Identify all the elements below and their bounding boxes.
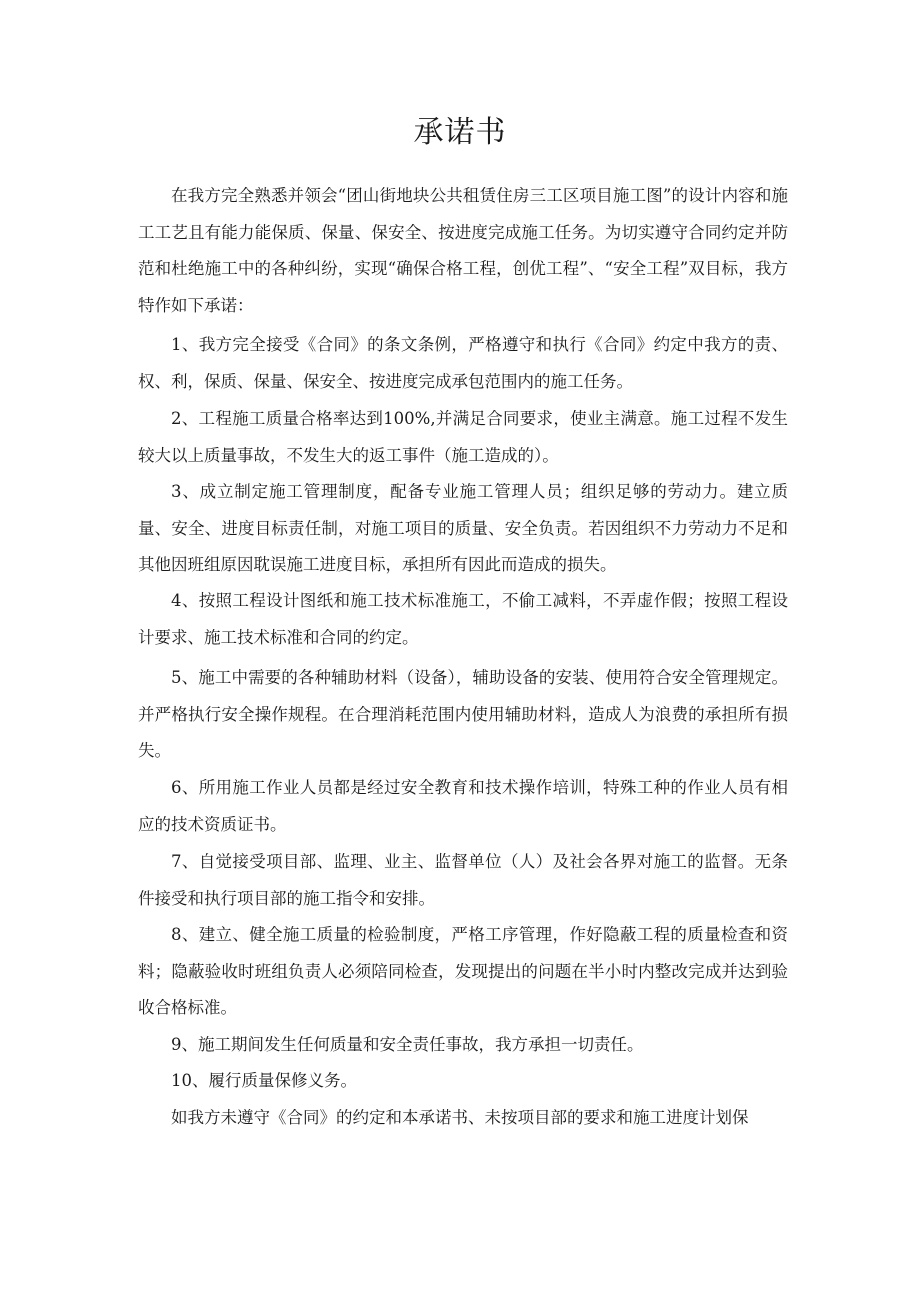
commitment-item-7: 7、自觉接受项目部、监理、业主、监督单位（人）及社会各界对施工的监督。无条件接受和执行项目部的施工指令和安排。 bbox=[138, 852, 788, 908]
commitment-item-6: 6、所用施工作业人员都是经过安全教育和技术操作培训，特殊工种的作业人员有相应的技术资质证书。 bbox=[138, 778, 788, 834]
commitment-item-9: 9、施工期间发生任何质量和安全责任事故，我方承担一切责任。 bbox=[171, 1035, 644, 1054]
commitment-item-5: 5、施工中需要的各种辅助材料（设备），辅助设备的安装、使用符合安全管理规定。并严格执行安全操作规程。在合理消耗范围内使用辅助材料，造成人为浪费的承担所有损失。 bbox=[138, 668, 788, 760]
closing-paragraph: 如我方未遵守《合同》的约定和本承诺书、未按项目部的要求和施工进度计划保 bbox=[171, 1108, 749, 1127]
document-title: 承诺书 bbox=[413, 115, 507, 150]
commitment-item-10: 10、履行质量保修义务。 bbox=[171, 1071, 357, 1090]
intro-paragraph: 在我方完全熟悉并领会“团山街地块公共租赁住房三工区项目施工图”的设计内容和施工工艺且有能力能保质、保量、保安全、按进度完成施工任务。为切实遵守合同约定并防范和杜绝施工中的各种纠纷，实现“确保合格工程，创优工程”、“安全工程”双目标，我方特作如下承诺： bbox=[138, 186, 788, 315]
commitment-item-1: 1、我方完全接受《合同》的条文条例，严格遵守和执行《合同》约定中我方的责、权、利，保质、保量、保安全、按进度完成承包范围内的施工任务。 bbox=[138, 335, 788, 391]
commitment-item-8: 8、建立、健全施工质量的检验制度，严格工序管理，作好隐蔽工程的质量检查和资料；隐蔽验收时班组负责人必须陪同检查，发现提出的问题在半小时内整改完成并达到验收合格标准。 bbox=[138, 925, 788, 1017]
commitment-item-4: 4、按照工程设计图纸和施工技术标准施工，不偷工减料，不弄虚作假；按照工程设计要求、施工技术标准和合同的约定。 bbox=[138, 591, 788, 647]
commitment-item-2: 2、工程施工质量合格率达到100%,并满足合同要求，使业主满意。施工过程不发生较大以上质量事故，不发生大的返工事件（施工造成的）。 bbox=[138, 409, 788, 465]
commitment-item-3: 3、成立制定施工管理制度，配备专业施工管理人员；组织足够的劳动力。建立质量、安全、进度目标责任制，对施工项目的质量、安全负责。若因组织不力劳动力不足和其他因班组原因耽误施工进度目标，承担所有因此而造成的损失。 bbox=[138, 482, 788, 574]
